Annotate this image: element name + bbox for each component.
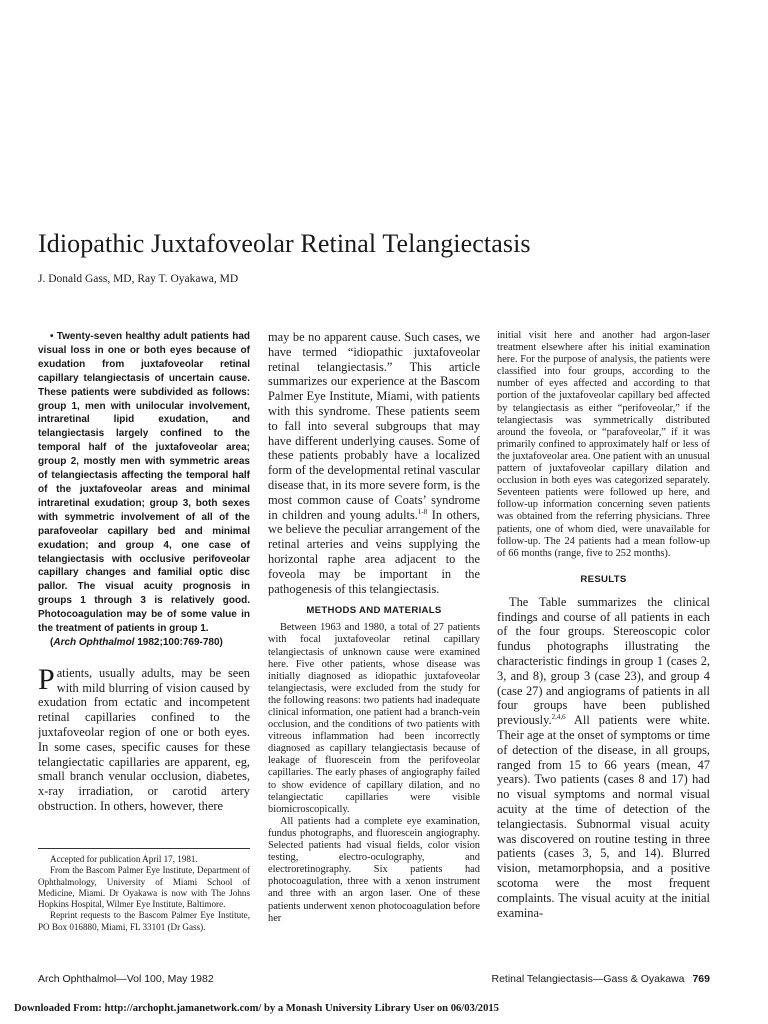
page-number: 769 xyxy=(692,973,710,985)
footnotes xyxy=(38,854,250,933)
footnote-reprints: Reprint requests to the Bascom Palmer Eye Institute, PO Box 016880, Miami, FL 33101 (Dr Gass). xyxy=(38,910,250,932)
footnote-affiliation: From the Bascom Palmer Eye Institute, Department of Ophthalmology, University of Miami School of Medicine, Miami. Dr Oyakawa is now with The Johns Hopkins Hospital, Wilmer Eye Institute, Baltimore. xyxy=(38,865,250,910)
methods-paragraph-2: All patients had a complete eye examination, fundus photographs, and fluorescein angiography. Selected patients had visual fields, color vision testing, electro-oculography, and electroretinography. Six patients had photocoagulation, three with a xenon instrument and three with an argon laser. One of these patients underwent xenon photocoagulation before her xyxy=(268,815,480,924)
intro-paragraph xyxy=(38,662,250,814)
footnote-divider xyxy=(38,848,250,849)
results-paragraph xyxy=(497,595,710,921)
methods-paragraph-1: Between 1963 and 1980, a total of 27 patients with focal juxtafoveolar retinal capillary telangiectasis of unknown cause were examined here. Five other patients, whose disease was initially diagnosed as idiopathic juxtafoveolar telangiectasis, were excluded from the study for the following reasons: two patients had inadequate clinical information, one patient had a branch-vein occlusion, and the conditions of two patients with vitreous inflammation had been incorrectly diagnosed as capillary telangiectasis because of leakage of fluorescein from the perifoveolar capillaries. The early phases of angiography failed to show evidence of capillary dilation, and no telangiectatic capillaries were visible biomicroscopically. xyxy=(268,622,480,815)
journal-footer: Arch Ophthalmol—Vol 100, May 1982 xyxy=(38,973,214,985)
running-title-footer xyxy=(491,973,710,985)
citation-superscript: 1-8 xyxy=(417,507,428,516)
citation-open: ( xyxy=(50,636,54,648)
abstract-citation xyxy=(38,636,250,650)
results-heading: RESULTS xyxy=(580,573,627,585)
column-2 xyxy=(268,330,480,950)
citation-ref: 1982;100:769-780) xyxy=(134,636,223,648)
results-text-b: All patients were white. Their age at the onset of symptoms or time of detection of the disease, in all groups, ranged from 15 to 66 years (mean, 47 years). Two patients (cases 8 and 17) had no visual symptoms and normal visual acuity at the time of detection of the telangiectasis. Subnormal visual acuity was discovered on routine testing in three patients (cases 3, 5, and 14). Blurred vision, metamorphopsia, and a positive scotoma were the most frequent complaints. The visual acuity at the initial examina- xyxy=(497,713,710,920)
citation-journal: Arch Ophthalmol xyxy=(53,636,135,648)
column-3 xyxy=(497,330,710,950)
methods-continued: initial visit here and another had argon-laser treatment elsewhere after his initial examination here. For the purpose of analysis, the patients were classified into four groups, according to the number of eyes affected and according to that portion of the juxtafoveolar capillary bed affected by telangiectasis as either “perifoveolar,” if the telangiectasis was symmetrically distributed around the foveola, or “parafoveolar,” if it was primarily confined to approximately half or less of the juxtafoveolar area. One patient with an unusual pattern of juxtafoveolar capillary dilation and occlusion in both eyes was categorized separately. Seventeen patients were followed up here, and follow-up information concerning seven patients was obtained from the referring physicians. Three patients, one of whom died, were unavailable for follow-up. The 24 patients had a mean follow-up of 66 months (range, five to 252 months). xyxy=(497,330,710,559)
author-line: J. Donald Gass, MD, Ray T. Oyakawa, MD xyxy=(38,273,239,285)
methods-heading: METHODS AND MATERIALS xyxy=(306,605,442,617)
intro-continued xyxy=(268,330,480,596)
intro-cont-b: In others, we believe the peculiar arrangement of the retinal arteries and veins supplying the horizontal raphe area adjacent to the foveola may be important in the pathogenesis of this telangiectasis. xyxy=(268,507,480,596)
abstract-text: • Twenty-seven healthy adult patients had visual loss in one or both eyes because of exudation from juxtafoveolar retinal capillary telangiectasis of uncertain cause. These patients were subdivided as follows: group 1, men with unilocular involvement, intraretinal lipid exudation, and telangiectasis largely confined to the temporal half of the juxtafoveolar area; group 2, mostly men with symmetric areas of telangiectasis affecting the temporal half of the juxtafoveolar areas and minimal intraretinal exudation; group 3, both sexes with symmetric involvement of all of the parafoveolar capillary bed and minimal exudation; and group 4, one case of telangiectasis with occlusive perifoveolar capillary changes and familial optic disc pallor. The visual acuity prognosis in groups 1 through 3 is relatively good. Photocoagulation may be of some value in the treatment of patients in group 1. xyxy=(38,331,250,635)
results-superscript: 2,4,6 xyxy=(551,713,566,722)
results-text-a: The Table summarizes the clinical findings and course of all patients in each of the four groups. Stereoscopic color fundus photographs illustrating the characteristic findings in group 1 (cases 2, 3, and 8), group 3 (case 23), and group 4 (case 27) and angiograms of patients in all four groups have been published previously. xyxy=(497,594,710,728)
article-title: Idiopathic Juxtafoveolar Retinal Telangiectasis xyxy=(38,229,531,258)
running-title: Retinal Telangiectasis—Gass & Oyakawa xyxy=(491,973,685,985)
intro-text: atients, usually adults, may be seen with mild blurring of vision caused by exudation from ectatic and incompetent retinal capillaries confined to the juxtafoveolar region of one or both eyes. In some cases, specific causes for these telangiectatic capillaries are apparent, eg, small branch venular occlusion, diabetes, x-ray irradiation, or carotid artery obstruction. In others, however, there xyxy=(38,665,250,814)
download-notice: Downloaded From: http://archopht.jamanetwork.com/ by a Monash University Library User on 06/03/2015 xyxy=(14,1003,499,1014)
footnote-accepted: Accepted for publication April 17, 1981. xyxy=(50,854,198,864)
intro-cont-a: may be no apparent cause. Such cases, we have termed “idiopathic juxtafoveolar retinal telangiectasis.” This article summarizes our experience at the Bascom Palmer Eye Institute, Miami, with patients with this syndrome. These patients seem to fall into several subgroups that may have different underlying causes. Some of these patients probably have a localized form of the developmental retinal vascular disease that, in its more severe form, is the most common cause of Coats’ syndrome in children and young adults. xyxy=(268,330,480,522)
drop-cap: P xyxy=(38,662,55,696)
